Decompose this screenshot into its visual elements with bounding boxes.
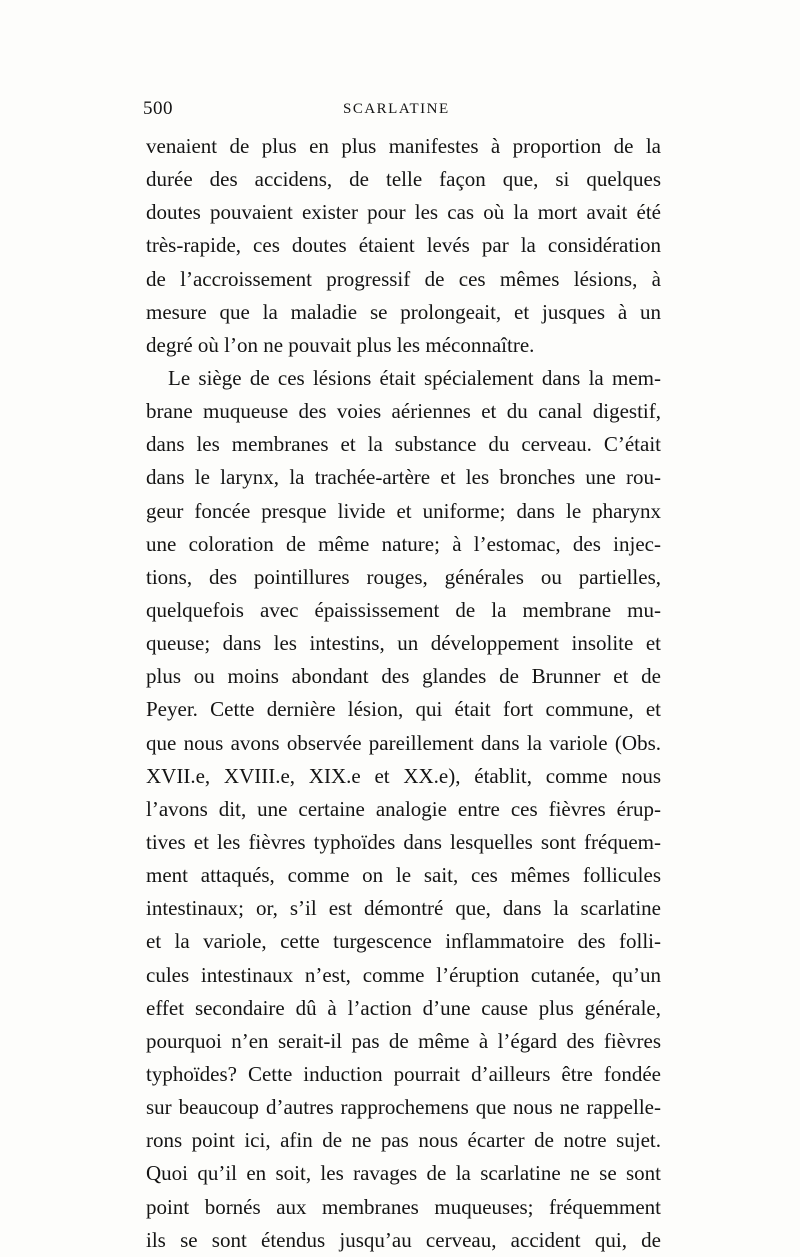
- text-line: XVII.e, XVIII.e, XIX.e et XX.e), établit, comme nous: [146, 763, 661, 788]
- text-line: Quoi qu’il en soit, les ravages de la scarlatine ne se sont: [146, 1161, 661, 1186]
- text-line: tions, des pointillures rouges, générales ou partielles,: [146, 564, 661, 589]
- text-line: quelquefois avec épaississement de la membrane mu-: [146, 597, 661, 622]
- text-line: et la variole, cette turgescence inflammatoire des folli-: [146, 929, 661, 954]
- text-line: rons point ici, afin de ne pas nous écarter de notre sujet.: [146, 1128, 661, 1153]
- text-line: que nous avons observée pareillement dans la variole (Obs.: [146, 730, 661, 755]
- text-line: venaient de plus en plus manifestes à proportion de la: [146, 134, 661, 158]
- body-text: [146, 130, 661, 1257]
- text-line: effet secondaire dû à l’action d’une cause plus générale,: [146, 995, 661, 1020]
- text-line: l’avons dit, une certaine analogie entre ces fièvres érup-: [146, 796, 661, 821]
- text-line: queuse; dans les intestins, un développement insolite et: [146, 631, 661, 656]
- text-line: pourquoi n’en serait-il pas de même à l’égard des fièvres: [146, 1028, 661, 1053]
- text-line: de l’accroissement progressif de ces mêmes lésions, à: [146, 266, 661, 291]
- text-line: point bornés aux membranes muqueuses; fréquemment: [146, 1194, 661, 1219]
- text-line: geur foncée presque livide et uniforme; dans le pharynx: [146, 498, 661, 523]
- running-title: SCARLATINE: [343, 101, 450, 117]
- text-line: plus ou moins abondant des glandes de Brunner et de: [146, 664, 661, 689]
- text-line: cules intestinaux n’est, comme l’éruption cutanée, qu’un: [146, 962, 661, 987]
- paragraph-start-line: Le siège de ces lésions était spécialement dans la mem-: [168, 365, 661, 390]
- text-line: degré où l’on ne pouvait plus les méconnaître.: [146, 332, 535, 357]
- text-line: dans le larynx, la trachée-artère et les bronches une rou-: [146, 465, 661, 490]
- text-line: une coloration de même nature; à l’estomac, des injec-: [146, 531, 661, 556]
- text-line: durée des accidens, de telle façon que, si quelques: [146, 167, 661, 192]
- text-line: brane muqueuse des voies aériennes et du canal digestif,: [146, 399, 661, 424]
- text-line: intestinaux; or, s’il est démontré que, dans la scarlatine: [146, 896, 661, 921]
- page-header: [143, 98, 663, 128]
- text-line: Peyer. Cette dernière lésion, qui était fort commune, et: [146, 697, 661, 722]
- text-line: très-rapide, ces doutes étaient levés par la considération: [146, 233, 661, 258]
- text-line: doutes pouvaient exister pour les cas où la mort avait été: [146, 200, 661, 225]
- text-line: mesure que la maladie se prolongeait, et jusques à un: [146, 299, 661, 324]
- text-line: typhoïdes? Cette induction pourrait d’ailleurs être fondée: [146, 1061, 661, 1086]
- text-line: ils se sont étendus jusqu’au cerveau, accident qui, de: [146, 1227, 661, 1252]
- text-line: tives et les fièvres typhoïdes dans lesquelles sont fréquem-: [146, 829, 661, 854]
- text-line: dans les membranes et la substance du cerveau. C’était: [146, 432, 661, 457]
- page-number: 500: [143, 98, 173, 119]
- text-line: sur beaucoup d’autres rapprochemens que nous ne rappelle-: [146, 1095, 661, 1120]
- text-line: ment attaqués, comme on le sait, ces mêmes follicules: [146, 863, 661, 888]
